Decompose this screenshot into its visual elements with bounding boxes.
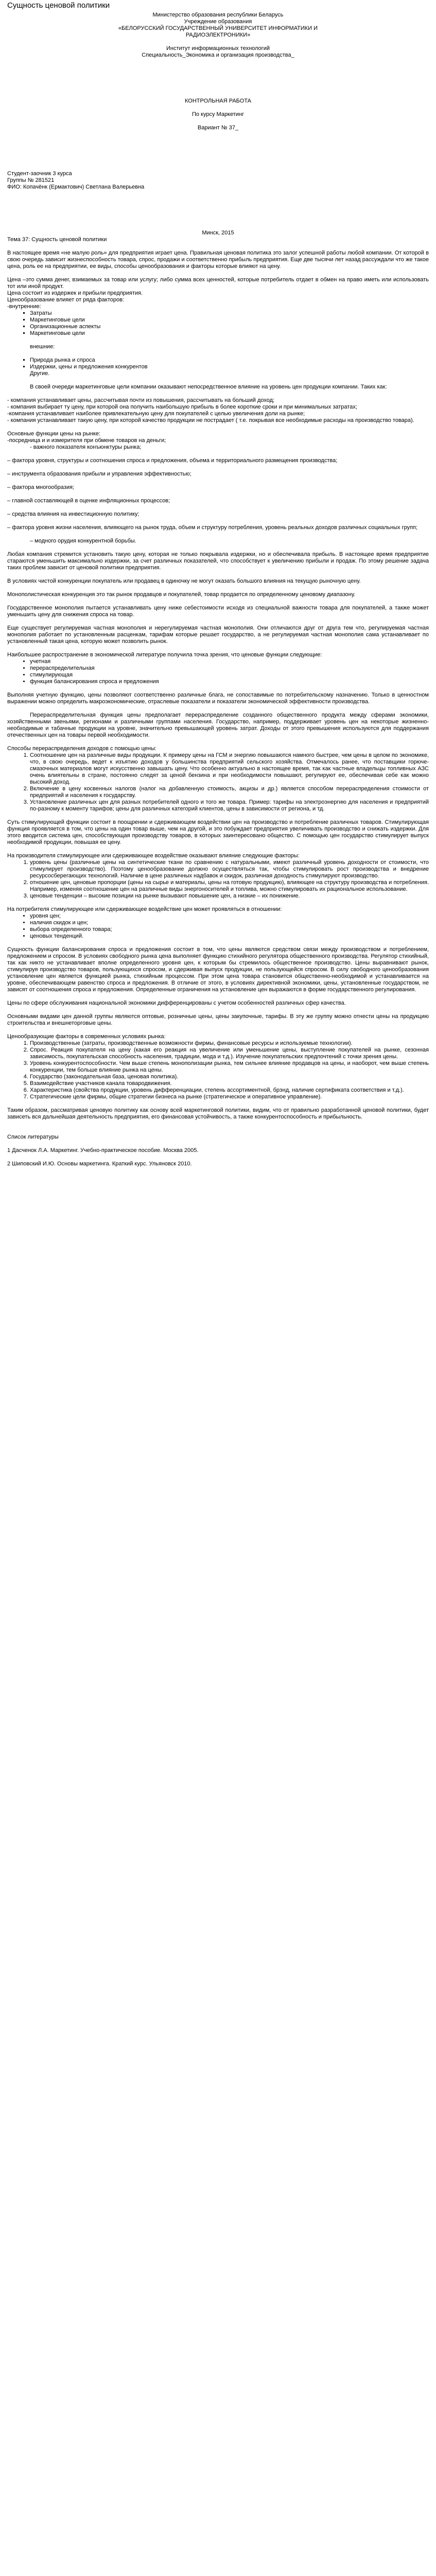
paragraph: - компания устанавливает такую цену, при которой качество продукции не пострадает ( т.е. покрывая все необходимые расходы на производство товара). <box>7 417 414 423</box>
consumer-factors-list <box>7 913 429 940</box>
paragraph: Ценообразование влияет от ряда факторов: <box>7 297 124 303</box>
document-title: Сущность ценовой политики <box>7 1 110 10</box>
list-item: 1. Соотношение цен на различные виды продукции. К примеру цены на ГСМ и энергию повышаются намного быстрее, чем цены в целом по экономике, что, в свою очередь, ведет к изъятию доходов у большинства предприятий сельского хозяйства. Отмечалось ранее, что поставщики горюче-смазочных материалов могут искусственно завышать цену. Что особенно актуально в настоящее время, так как частные владельцы топливных АЗС очень влиятельны в стране, постоянно следят за ценой бензина и при необходимости повышают, регулируют ее, обеспечивая себе как можно высокий доход. <box>30 752 429 786</box>
list-item: 1. уровень цены (различные цены на синтетические ткани по сравнению с натуральными, имеют различный уровень доходности от стоимости, что стимулирует производство). Поэтому ценообразование должно осуществляться так, чтобы стимулировать рост производства и внедрение ресурсосберегающих технологий. Наличие в цене различных надбавок и скидок, различная доходность стимулируют производство. <box>30 859 429 879</box>
paragraph: В настоящее время «не малую роль» для предприятия играет цена. Правильная ценовая политика это залог успешной работы любой компании. От которой в свою очередь зависит жизнеспособность товара, спрос, продажи и соответственно прибыль предприятия. Еще две тысячи лет назад рассуждали что же такое цена, роль ее на предприятии, ее виды, способы ценообразования и факторы которые влияют на цену. <box>7 250 429 269</box>
paragraph: Любая компания стремится установить такую цену, которая не только покрывала издержки, но и обеспечивала прибыль. В настоящее время предприятие стараются уменьшить максимально издержки, за счет различных показателей, что способствует к увеличению прибыли и продаж. По этому решение задача таких проблем зависит от ценовой политики предприятия. <box>7 551 429 571</box>
paragraph: Таким образом, рассматривая ценовую политику как основу всей маркетинговой политики, видим, что от правильно разработанной ценовой политики, будет зависеть вся дальнейшая деятельность предприятия, его финансовая устойчивость, а также конкурентоспособность и прибыльность. <box>7 1107 429 1120</box>
paragraph: -посредница и и измерителя при обмене товаров на деньги; <box>7 437 166 444</box>
list-item: ▪ Затраты <box>30 310 429 317</box>
list-item: • выбора определенного товара; <box>30 926 429 933</box>
university-line: «БЕЛОРУССКИЙ ГОСУДАРСТВЕННЫЙ УНИВЕРСИТЕТ ИНФОРМАТИКИ И РАДИОЭЛЕКТРОНИКИ» <box>118 25 318 38</box>
course-line: По курсу Маркетинг <box>191 111 245 117</box>
list-item: 3. Установление различных цен для разных потребителей одного и того же товара. Пример: тарифы на электроэнергию для населения и предприятий по-разному к моменту тарифов; цены для различных категорий клиентов, цены в зависимости от региона, и тд. <box>30 799 429 812</box>
paragraph: На потребителя стимулирующее или сдерживающее воздействие цен может проявляться в отношении: <box>7 906 282 912</box>
student-info <box>7 171 429 191</box>
reference-item: 2 Шиповский И.Ю. Основы маркетинга. Краткий курс. Ульяновск 2010. <box>7 1161 192 1167</box>
document-body <box>7 250 429 1121</box>
paragraph: Цена состоит из издержек и прибыли предприятия. <box>7 290 143 296</box>
paragraph: Монополистическая конкуренция это так рынок продавцов и покупателей, товар продается по определенному ценовому диапазону. <box>7 591 356 598</box>
paragraph: Другие. <box>30 370 50 377</box>
list-item: 1. Производственные (затраты, производственные возможности фирмы, финансовые ресурсы и используемые технологии). <box>30 1040 429 1047</box>
work-type: КОНТРОЛЬНАЯ РАБОТА <box>184 98 252 104</box>
paragraph: В своей очереди маркетинговые цели компании оказывают непосредственное влияние на уровень цен продукции компании. Таких как: <box>30 384 387 390</box>
paragraph: -компания устанавливает наиболее привлекательную цену для покупателей с целью увеличения доли на рынке; <box>7 411 305 417</box>
list-item: ▪ Организационные аспекты <box>30 324 429 330</box>
paragraph: Суть стимулирующей функции состоит в поощрении и сдерживающем воздействии цен на производство и потребление различных товаров. Стимулирующая функция проявляется в том, что цены на один товар выше, чем на другой, и это побуждает предприятия увеличивать производство и снижать издержки. Для этого вводится система цен, способствующая производству товаров, в которых заинтересовано общество. С помощью цен государство стимулирует выпуск необходимой продукции, повышая ее цену. <box>7 819 429 845</box>
list-item: 2. Спрос. Реакция покупателя на цену (какая его реакция на увеличение или уменьшение цены, выступление покупателей на рынке, сезонная зависимость, покупательская способность населения, традиции, мода и т.д.). Изучение покупательских предпочтений с точки зрения цены. <box>30 1047 429 1060</box>
paragraph: – средства влияния на инвестиционную политику; <box>7 511 139 517</box>
list-item: ▪ Маркетинговые цели <box>30 330 429 337</box>
references-heading: Список литературы <box>7 1134 59 1140</box>
list-item: • перераспределительная <box>30 665 429 672</box>
paragraph: Наибольшее распространение в экономической литературе получила точка зрения, что ценовые функции следующие: <box>7 652 322 658</box>
paragraph: – инструмента образования прибыли и управления эффективностью; <box>7 471 191 477</box>
variant-line: Вариант № 37_ <box>197 125 239 131</box>
student-name: ФИО: Копачёнк (Ермактович) Светлана Валерьевна <box>7 184 145 190</box>
title-page-header <box>7 12 429 59</box>
list-item: 3. ценовые тенденции – высокие позиции на рынке вызывают повышение цен, а низкие – их понижение. <box>30 893 429 900</box>
external-factors-list <box>7 357 429 370</box>
paragraph: Выполняя учетную функцию, цены позволяют соответственно различные блага, не сопоставимые по потребительскому назначению. Только в ценностном выражении можно определить макроэкономические, отраслевые показатели и показатели экономической эффективности производства. <box>7 692 429 705</box>
paragraph: В условиях чистой конкуренции покупатель или продавец в одиночку не могут оказать большого влияния на текущую рыночную цену. <box>7 578 361 584</box>
place-year: Минск, 2015 <box>202 230 234 236</box>
list-item: • наличия скидок и цен; <box>30 920 429 926</box>
redistribution-ways-list <box>7 752 429 812</box>
paragraph: Цены по сфере обслуживания национальной экономики дифференцированы с учетом особенностей различных сфер качества. <box>7 1000 346 1006</box>
references-section <box>7 1134 429 1167</box>
paragraph: - компания устанавливает цены, рассчитывая почти из повышения, рассчитывать на больший доход; <box>7 397 275 403</box>
paragraph: Основными видами цен данной группы являются оптовые, розничные цены, цены закупочные, тарифы. В эту же группу можно отнести цены на продукцию строительства и внешнеторговые цены. <box>7 1013 429 1026</box>
list-item: • функция балансирования спроса и предложения <box>30 679 429 685</box>
list-item: 2. Включение в цену косвенных налогов (налог на добавленную стоимость, акцизы и др.) является способом перераспределения стоимости от предприятий и населения к государству. <box>30 786 429 799</box>
internal-factors-list <box>7 310 429 337</box>
student-group: Группы № 281521 <box>7 177 55 183</box>
paragraph: Ценообразующие факторы в современных условиях рынка: <box>7 1033 166 1040</box>
reference-item: 1 Дасченок Л.А. Маркетинг. Учебно-практическое пособие. Москва 2005. <box>7 1147 199 1154</box>
paragraph: На производителя стимулирующее или сдерживающее воздействие оказывают влияние следующие факторы: <box>7 853 300 859</box>
list-item: ▪ Издержки, цены и предложения конкурентов <box>30 364 429 370</box>
list-item: 4. Государство (законодательная база, ценовая политика). <box>30 1074 429 1080</box>
institute-line: Институт информационных технологий <box>166 45 270 52</box>
topic-heading: Тема 37: Сущность ценовой политики <box>7 236 107 243</box>
paragraph: Основные функции цены на рынке: <box>7 431 100 437</box>
list-item: ▪ Маркетинговые цели <box>30 317 429 324</box>
list-item: 6. Характеристика (свойства продукции, уровень дифференциации, степень ассортиментной, брэнд, наличие сертификата соответствия и т.д.). <box>30 1087 429 1094</box>
paragraph: – фактора уровня, структуры и соотношения спроса и предложения, объема и территориального размещения производства; <box>7 457 338 464</box>
list-item: • уровня цен; <box>30 913 429 920</box>
price-functions-list <box>7 658 429 685</box>
document-page <box>0 0 436 1195</box>
list-item: 7. Стратегические цели фирмы, общие стратегии бизнеса на рынке (стратегическое и оперативное управление). <box>30 1094 429 1100</box>
pricing-factors-list <box>7 1040 429 1100</box>
paragraph: Еще существует регулируемая частная монополия и нерегулируемая частная монополия. Они отличаются друг от друга тем что, регулируемая частная монополия работает по установленным расценкам, тарифам которые решает государство, а не регулируемая частная монополия сама устанавливает по установленный такая цена, которую может позволить рынок. <box>7 625 429 645</box>
list-item: 5. Взаимодействие участников канала товародвижения. <box>30 1080 429 1087</box>
paragraph: Государственное монополия пытается устанавливать цену ниже себестоимости исходя из специальной важности товара для покупателей, а также может уменьшить цену для снижения спроса на товар. <box>7 605 429 618</box>
list-item: • ценовых тенденций. <box>30 933 429 940</box>
student-course: Студент-заочник 3 курса <box>7 171 72 177</box>
list-item: • стимулирующая <box>30 672 429 679</box>
paragraph: - важного показателя конъюнктуры рынка; <box>30 444 142 450</box>
paragraph: -внутренние: <box>7 303 41 310</box>
paragraph: - компания выбирает ту цену, при которой она получить наибольшую прибыль в более короткие сроки и при минимальных затратах; <box>7 404 357 410</box>
list-item: 3. Уровень конкурентоспособности. Чем выше степень монополизации рынка, тем сильнее влияние продавцов на цены, и наоборот, чем выше степень конкуренции, тем больше влияние рынка на цены. <box>30 1060 429 1074</box>
speciality-line: Специальность_Экономика и организация производства_ <box>142 52 294 58</box>
list-item: ▪ Природа рынка и спроса <box>30 357 429 364</box>
work-info <box>7 98 429 131</box>
paragraph: Цена –это сумма денег, взимаемых за товар или услугу; либо сумма всех ценностей, которые потребитель отдает в обмен на право иметь или использовать тот или иной продукт. <box>7 277 429 290</box>
list-item: • учетная <box>30 658 429 665</box>
paragraph: – главной составляющей в оценке инфляционных процессов; <box>7 498 170 504</box>
paragraph: Сущность функции балансирования спроса и предложения состоит в том, что цены являются средством связи между производством и потреблением, предложением и спросом. В условиях свободного рынка цена выполняет функцию стихийного регулятора общественного производства. Регулятор стихийный, так как никто не устанавливает вполне определенного уровня цен, к которым бы стремилось общественное производство. Цены выравнивают рынок, стимулируя производство товаров, пользующихся спросом, и сдерживая выпуск продукции, не пользующейся спросом. В силу свободного ценообразования установление цен является функцией рынка, стихийным процессом. При этом цена товара становится общественно-необходимой и устанавливается на уровне, обеспечивающем равенство спроса и предложения. В отличие от этого, в условиях директивной экономики, цены, установленные государством, не зависят от соотношения спроса и предложения. Определенные ограничения на установление цен выражаются в форме государственного регулирования. <box>7 946 429 993</box>
paragraph: – фактора многообразия; <box>7 484 74 490</box>
producer-factors-list <box>7 859 429 900</box>
institution-line: Учреждение образования <box>184 19 252 25</box>
list-item: 2. отношение цен, ценовые пропорции (цены на сырье и материалы, цены на готовую продукцию), влияющее на структуру производства и потребления. Например, изменяя соотношение цен на различные виды энергоносителей и топлива, можно стимулировать их рациональное использование. <box>30 879 429 893</box>
paragraph: Способы перераспределения доходов с помощью цены: <box>7 745 156 752</box>
paragraph: – фактора уровня жизни населения, влияющего на рынок труда, объем и структуру потребления, уровень реальных доходов различных социальных групп; <box>7 524 418 531</box>
paragraph: внешние: <box>30 344 55 350</box>
ministry-line: Министерство образования республики Беларусь <box>152 12 284 18</box>
paragraph: – модного орудия конкурентной борьбы. <box>30 538 136 544</box>
paragraph: Перераспределительная функция цены предполагает перераспределение созданного общественного продукта между сферами экономики, хозяйственными звеньями, регионами и различными группами населения. Государство, например, поддерживает уровень цен на некоторые жизненно-необходимые и табачные продукции на уровне, значительно превышающей уровень затрат. Доходы от этого превышения используются для поддержания отечественных цен на товары первой необходимости. <box>7 712 429 738</box>
